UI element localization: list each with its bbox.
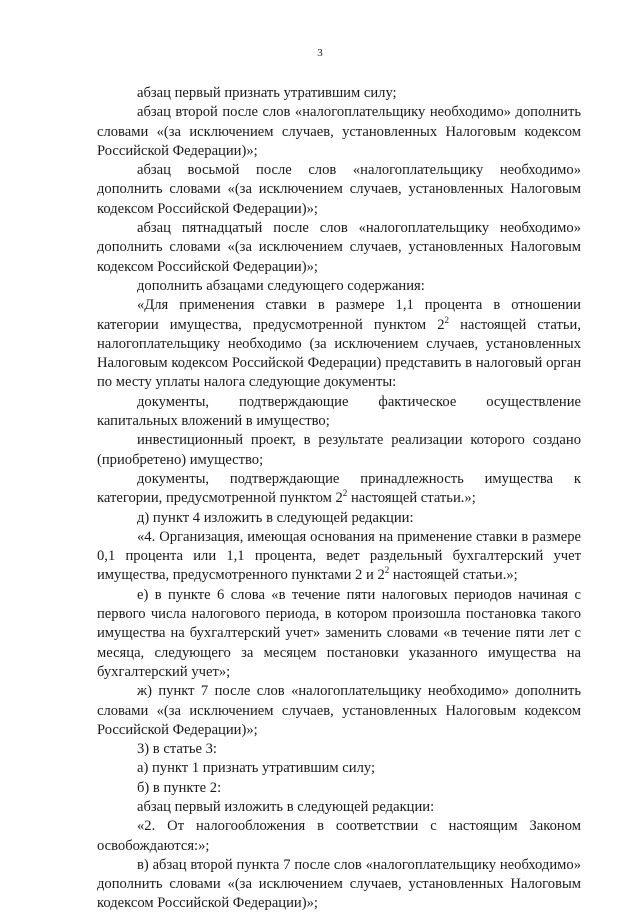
paragraph	[97, 682, 581, 740]
paragraph	[97, 798, 581, 817]
paragraph	[97, 509, 581, 528]
page-number: 3	[317, 47, 323, 59]
paragraph	[97, 470, 581, 509]
paragraph-text: «Для применения ставки в размере 1,1 процента в отношении категории имущества, предусмотренной пунктом 2	[97, 297, 581, 333]
paragraph-text: б) в пункте 2:	[137, 779, 222, 796]
paragraph	[97, 779, 581, 798]
paragraph	[97, 393, 581, 432]
paragraph	[97, 586, 581, 682]
document-body	[97, 84, 581, 914]
paragraph	[97, 84, 581, 103]
paragraph	[97, 817, 581, 856]
paragraph-text: д) пункт 4 изложить в следующей редакции:	[137, 509, 414, 526]
paragraph	[97, 277, 581, 296]
paragraph	[97, 856, 581, 914]
paragraph-text: 3) в статье 3:	[137, 741, 217, 758]
paragraph-text: е) в пункте 6 слова «в течение пяти налоговых периодов начиная с первого числа налогового периода, в котором произошла постановка такого имущества на бухгалтерский учет» заменить словами «в течение пяти лет с месяца, следующего за месяцем постановки указанного имущества на бухгалтерский учет»;	[97, 586, 581, 680]
paragraph-text: «2. От налогообложения в соответствии с настоящим Законом освобождаются:»;	[97, 818, 581, 854]
paragraph	[97, 431, 581, 470]
paragraph-text: документы, подтверждающие фактическое осуществление капитальных вложений в имущество;	[97, 393, 581, 430]
paragraph-text: настоящей статьи.»;	[389, 567, 518, 584]
paragraph-text: абзац первый признать утратившим силу;	[137, 85, 397, 101]
superscript: 2	[444, 314, 450, 325]
paragraph-text: «4. Организация, имеющая основания на применение ставки в размере 0,1 процента или 1,1 процента, ведет раздельный бухгалтерский учет имущества, предусмотренного пунктами 2 и 2	[97, 528, 581, 584]
paragraph	[97, 759, 581, 778]
paragraph	[97, 296, 581, 392]
paragraph-text: в) абзац второй пункта 7 после слов «налогоплательщику необходимо» дополнить словами «(за исключением случаев, установленных Налоговым кодексом Российской Федерации)»;	[97, 856, 581, 912]
paragraph-text: а) пункт 1 признать утратившим силу;	[137, 760, 376, 777]
paragraph	[97, 219, 581, 277]
paragraph-text: ж) пункт 7 после слов «налогоплательщику необходимо» дополнить словами «(за исключением случаев, установленных Налоговым кодексом Российской Федерации)»;	[97, 683, 581, 738]
paragraph-text: документы, подтверждающие принадлежность имущества к категории, предусмотренной пунктом 2	[97, 470, 581, 507]
paragraph-text: абзац второй после слов «налогоплательщику необходимо» дополнить словами «(за исключением случаев, установленных Налоговым кодексом Российской Федерации)»;	[97, 104, 581, 159]
paragraph	[97, 740, 581, 759]
paragraph-text: настоящей статьи, налогоплательщику необходимо (за исключением случаев, установленных Налоговым кодексом Российской Федерации) представить в налоговый орган по месту уплаты налога следующие документы:	[97, 316, 581, 391]
paragraph-text: инвестиционный проект, в результате реализации которого создано (приобретено) имущество;	[97, 432, 581, 468]
superscript: 2	[342, 488, 348, 499]
paragraph-text: абзац первый изложить в следующей редакции:	[137, 798, 435, 815]
paragraph-text: абзац пятнадцатый после слов «налогоплательщику необходимо» дополнить словами «(за исключением случаев, установленных Налоговым кодексом Российской Федерации)»;	[97, 220, 581, 275]
paragraph	[97, 528, 581, 586]
paragraph-text: абзац восьмой после слов «налогоплательщику необходимо» дополнить словами «(за исключением случаев, установленных Налоговым кодексом Российской Федерации)»;	[97, 162, 581, 217]
paragraph-text: настоящей статьи.»;	[347, 490, 476, 507]
paragraph-text: дополнить абзацами следующего содержания:	[137, 277, 425, 294]
paragraph	[97, 103, 581, 161]
superscript: 2	[384, 565, 390, 576]
paragraph	[97, 161, 581, 219]
